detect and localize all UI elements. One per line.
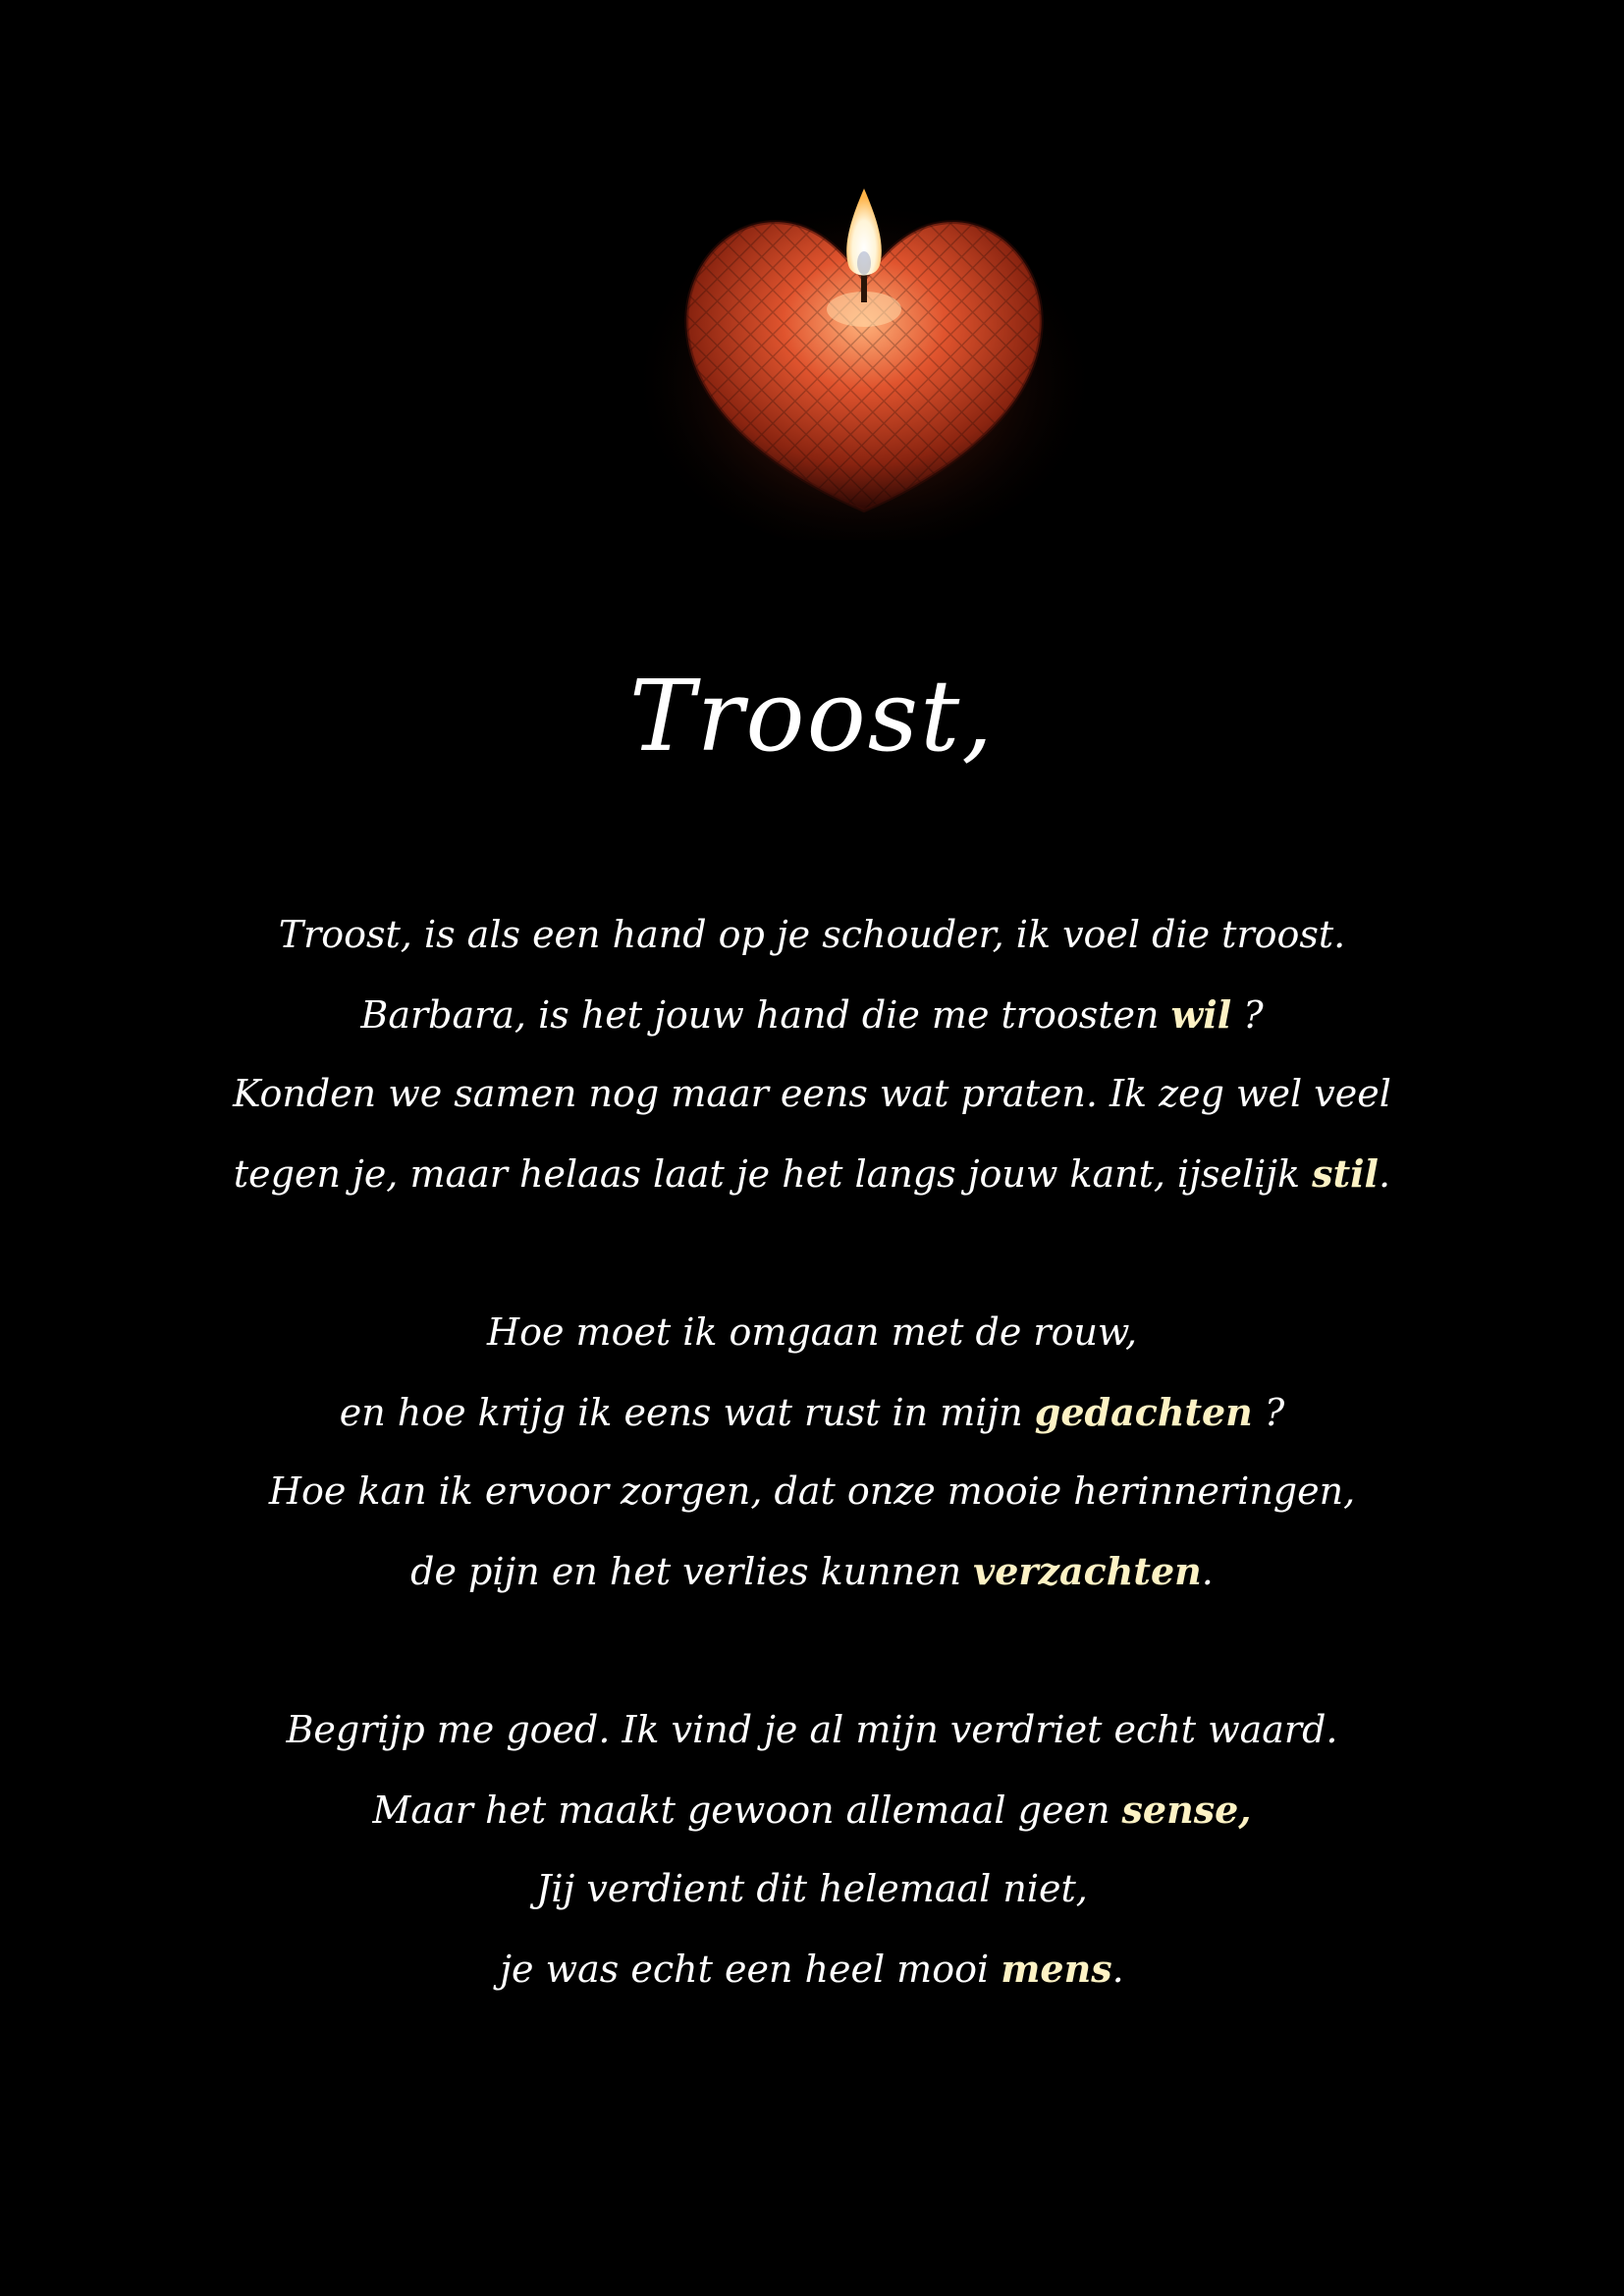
highlighted-word: wil	[1170, 992, 1232, 1037]
poem-line	[0, 1849, 1624, 1929]
poem-line-punctuation: .	[1379, 1152, 1391, 1196]
poem-line-text: Konden we samen nog maar eens wat praten. Ik zeg wel veel	[233, 1072, 1391, 1115]
poem-line	[0, 1770, 1624, 1849]
poem-line	[0, 1372, 1624, 1452]
poem-line-text: tegen je, maar helaas laat je het langs jouw kant, ijselijk	[233, 1152, 1313, 1196]
poem-line-text: Begrijp me goed. Ik vind je al mijn verdriet echt waard.	[286, 1708, 1338, 1751]
poem-line	[0, 1690, 1624, 1770]
poem-line	[0, 1293, 1624, 1372]
poem-line-punctuation: .	[1111, 1948, 1124, 1991]
poem-line	[0, 1134, 1624, 1213]
poem-title: Troost,	[628, 659, 996, 774]
poem-line-text: Hoe moet ik omgaan met de rouw,	[486, 1310, 1138, 1354]
highlighted-word: verzachten	[973, 1549, 1202, 1593]
poem-line	[0, 1452, 1624, 1531]
poem-line-text: je was echt een heel mooi	[500, 1948, 1001, 1991]
poem-stanza	[0, 1690, 1624, 2008]
poem-line-text: Hoe kan ik ervoor zorgen, dat onze mooie herinneringen,	[268, 1469, 1356, 1513]
poem-line-text: de pijn en het verlies kunnen	[410, 1550, 974, 1593]
poem-line-text: Jij verdient dit helemaal niet,	[536, 1867, 1088, 1910]
poem-line-punctuation: .	[1201, 1550, 1214, 1593]
poem-line	[0, 1531, 1624, 1611]
highlighted-word: mens	[1001, 1947, 1112, 1991]
poem-line-punctuation: ?	[1252, 1391, 1285, 1434]
poem-line	[0, 895, 1624, 975]
poem-stanza	[0, 1293, 1624, 1611]
highlighted-word: gedachten	[1034, 1390, 1253, 1434]
poem-line	[0, 1054, 1624, 1134]
poem-body	[0, 895, 1624, 2088]
poem-line-text: Barbara, is het jouw hand die me troosten	[360, 993, 1171, 1037]
poem-line-text: Maar het maakt gewoon allemaal geen	[372, 1789, 1122, 1832]
poem-line-text: Troost, is als een hand op je schouder, ik voel die troost.	[278, 913, 1346, 956]
heart-candle-icon	[628, 167, 1100, 540]
highlighted-word: stil	[1312, 1151, 1379, 1196]
heart-candle-image	[628, 167, 1100, 540]
poem-line	[0, 1929, 1624, 2008]
poem-line-punctuation: ?	[1231, 993, 1264, 1037]
highlighted-word: sense,	[1121, 1788, 1252, 1832]
poem-line-text: en hoe krijg ik eens wat rust in mijn	[339, 1391, 1035, 1434]
poem-line	[0, 975, 1624, 1054]
poem-stanza	[0, 895, 1624, 1213]
